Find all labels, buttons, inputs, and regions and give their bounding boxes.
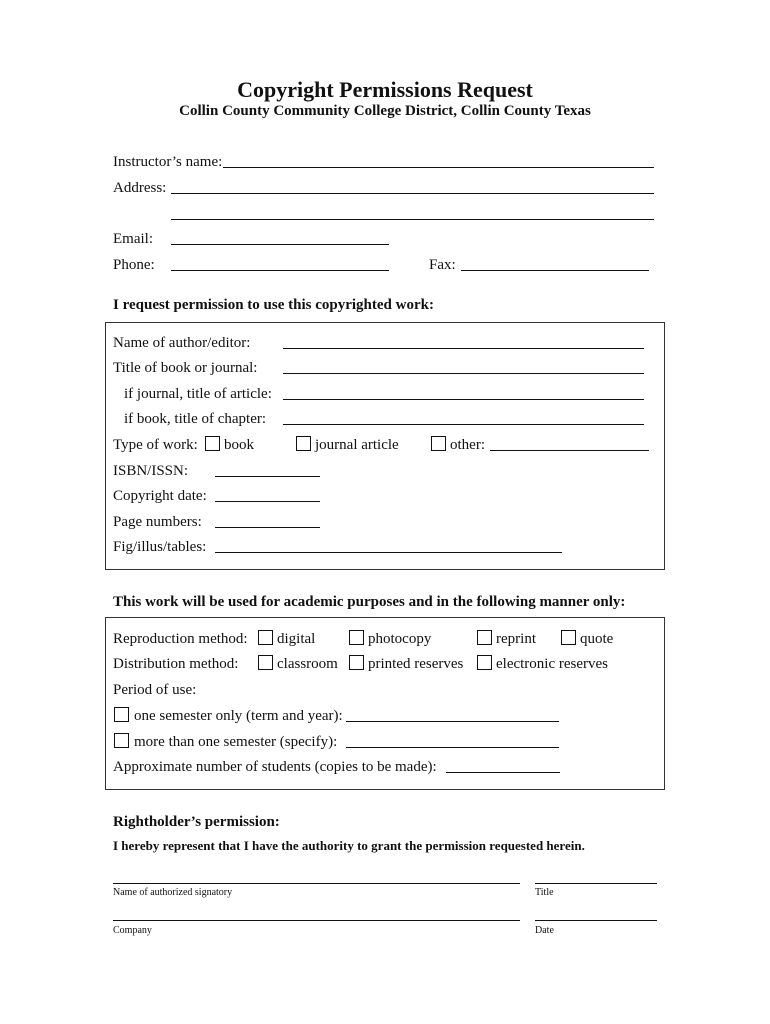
digital-checkbox[interactable] [258, 630, 273, 645]
distribution-method-label: Distribution method: [113, 656, 239, 672]
copyright-date-field[interactable] [215, 501, 320, 502]
book-option-label: book [224, 437, 254, 453]
photocopy-checkbox[interactable] [349, 630, 364, 645]
fax-label: Fax: [429, 257, 456, 273]
printed-reserves-checkbox[interactable] [349, 655, 364, 670]
date-label: Date [535, 925, 554, 936]
address-label: Address: [113, 180, 167, 196]
more-than-one-semester-checkbox[interactable] [114, 733, 129, 748]
company-field[interactable] [113, 920, 520, 921]
email-field[interactable] [171, 244, 389, 245]
journal-article-option-label: journal article [315, 437, 399, 453]
digital-option-label: digital [277, 631, 316, 647]
photocopy-option-label: photocopy [368, 631, 432, 647]
student-count-label: Approximate number of students (copies to be made): [113, 759, 437, 775]
other-type-field[interactable] [490, 450, 649, 451]
fax-field[interactable] [461, 270, 649, 271]
author-label: Name of author/editor: [113, 335, 251, 351]
classroom-option-label: classroom [277, 656, 338, 672]
phone-field[interactable] [171, 270, 389, 271]
article-title-field[interactable] [283, 399, 644, 400]
book-journal-title-field[interactable] [283, 373, 644, 374]
reprint-option-label: reprint [496, 631, 536, 647]
electronic-reserves-checkbox[interactable] [477, 655, 492, 670]
page-numbers-label: Page numbers: [113, 514, 202, 530]
reproduction-method-label: Reproduction method: [113, 631, 248, 647]
other-type-option-label: other: [450, 437, 485, 453]
work-heading: I request permission to use this copyrighted work: [113, 297, 434, 313]
author-field[interactable] [283, 348, 644, 349]
more-than-one-semester-label: more than one semester (specify): [134, 734, 338, 750]
journal-article-checkbox[interactable] [296, 436, 311, 451]
instructor-name-field[interactable] [223, 167, 654, 168]
title-field[interactable] [535, 883, 657, 884]
email-label: Email: [113, 231, 153, 247]
one-semester-field[interactable] [346, 721, 559, 722]
title-label: Title [535, 887, 554, 898]
page-numbers-field[interactable] [215, 527, 320, 528]
address-field-line-2[interactable] [171, 219, 654, 220]
fig-illus-tables-field[interactable] [215, 552, 562, 553]
classroom-checkbox[interactable] [258, 655, 273, 670]
page-subtitle: Collin County Community College District, Collin County Texas [179, 103, 591, 119]
quote-option-label: quote [580, 631, 614, 647]
signatory-field[interactable] [113, 883, 520, 884]
quote-checkbox[interactable] [561, 630, 576, 645]
one-semester-checkbox[interactable] [114, 707, 129, 722]
authority-statement: I hereby represent that I have the authority to grant the permission requested herein. [113, 838, 585, 853]
book-journal-title-label: Title of book or journal: [113, 360, 258, 376]
period-of-use-label: Period of use: [113, 682, 197, 698]
page-title: Copyright Permissions Request [237, 77, 533, 102]
book-checkbox[interactable] [205, 436, 220, 451]
article-title-label: if journal, title of article: [124, 386, 272, 402]
copyright-date-label: Copyright date: [113, 488, 207, 504]
chapter-title-field[interactable] [283, 424, 644, 425]
signatory-label: Name of authorized signatory [113, 887, 233, 898]
date-field[interactable] [535, 920, 657, 921]
company-label: Company [113, 925, 152, 936]
address-field-line-1[interactable] [171, 193, 654, 194]
chapter-title-label: if book, title of chapter: [124, 411, 267, 427]
usage-heading: This work will be used for academic purposes and in the following manner only: [113, 594, 626, 610]
reprint-checkbox[interactable] [477, 630, 492, 645]
phone-label: Phone: [113, 257, 155, 273]
student-count-field[interactable] [446, 772, 560, 773]
printed-reserves-option-label: printed reserves [368, 656, 464, 672]
isbn-field[interactable] [215, 476, 320, 477]
fig-illus-tables-label: Fig/illus/tables: [113, 539, 207, 555]
one-semester-label: one semester only (term and year): [134, 708, 343, 724]
other-type-checkbox[interactable] [431, 436, 446, 451]
more-than-one-semester-field[interactable] [346, 747, 559, 748]
rightholder-heading: Rightholder’s permission: [113, 814, 280, 830]
instructor-label: Instructor’s name: [113, 154, 223, 170]
isbn-label: ISBN/ISSN: [113, 463, 189, 479]
work-type-label: Type of work: [113, 437, 198, 453]
electronic-reserves-option-label: electronic reserves [496, 656, 609, 672]
